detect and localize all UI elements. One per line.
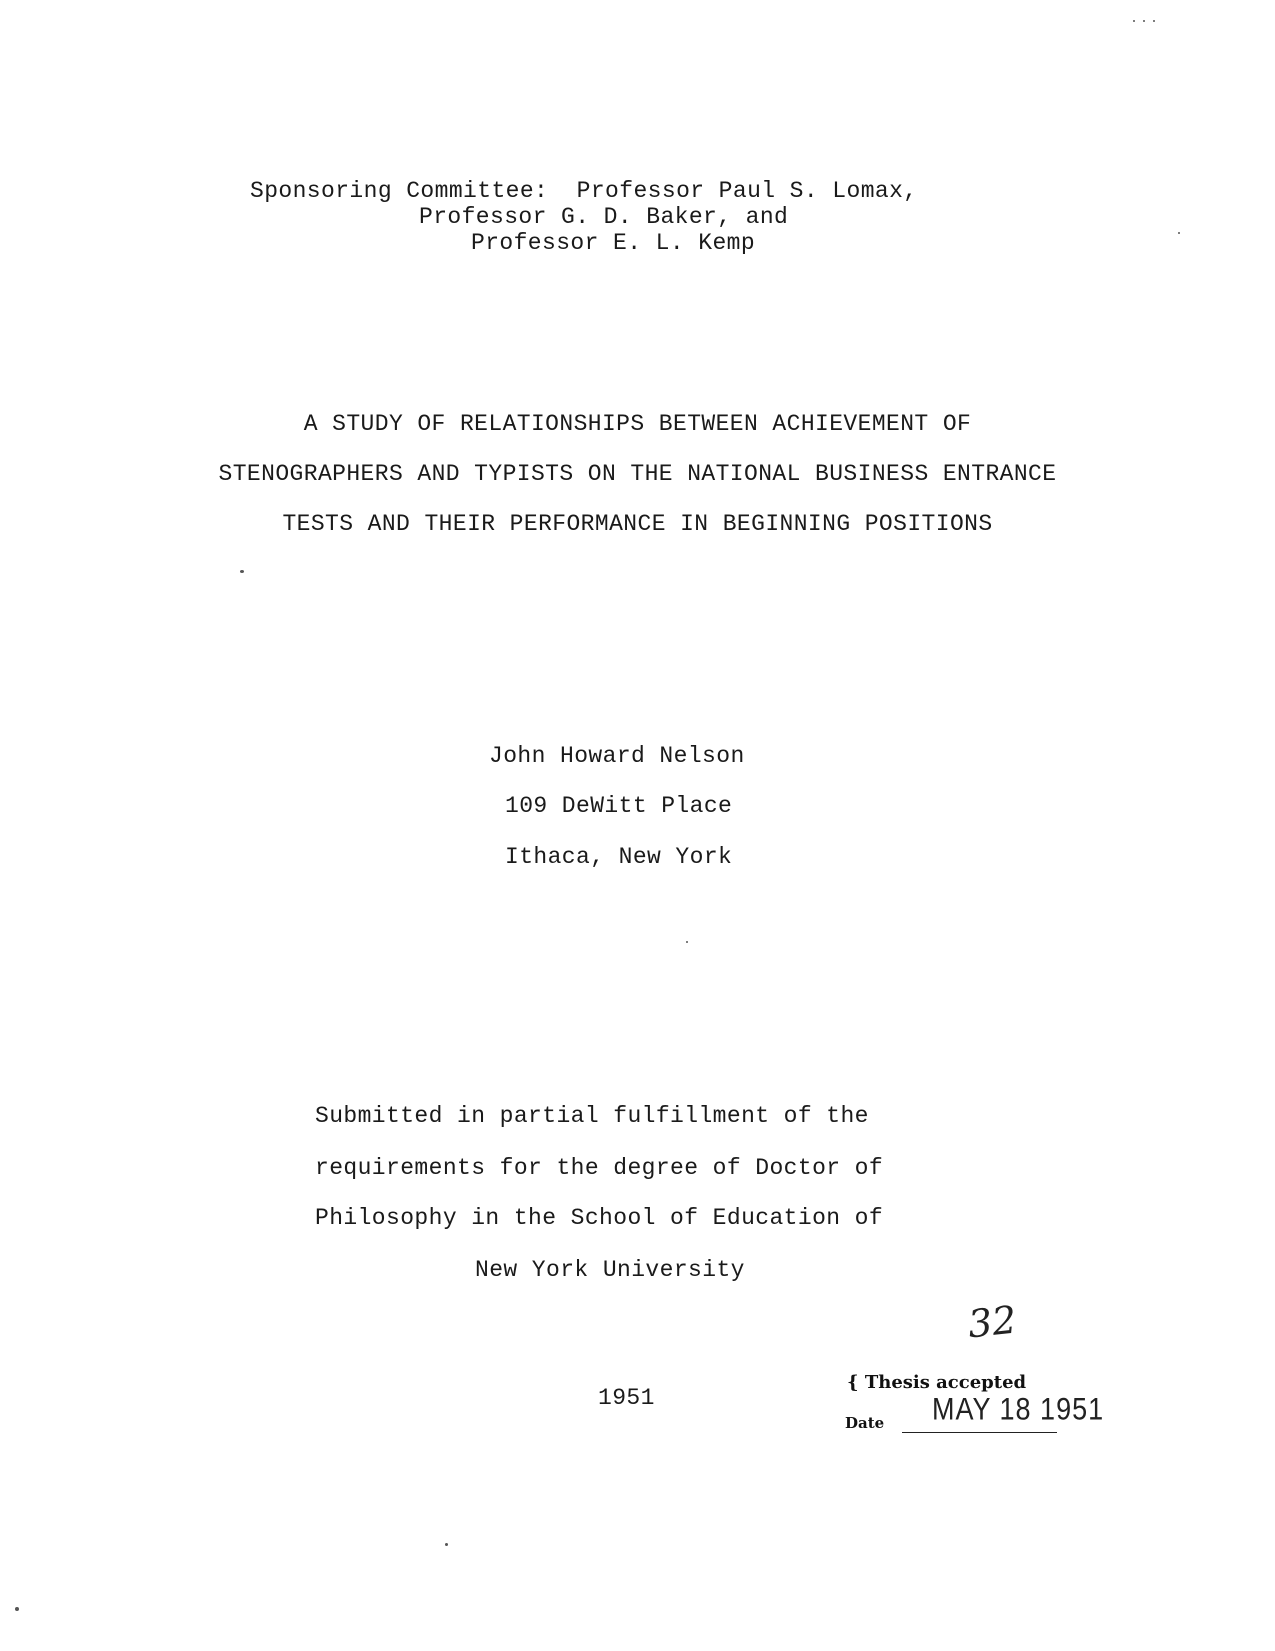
scan-speck: [1143, 20, 1145, 22]
scan-speck: [15, 1607, 19, 1611]
title-line-1: A STUDY OF RELATIONSHIPS BETWEEN ACHIEVEMENT OF: [303, 411, 972, 437]
submission-line-2: requirements for the degree of Doctor of: [315, 1155, 884, 1181]
stamp-date-underline: [902, 1432, 1057, 1433]
author-address-line-1: 109 DeWitt Place: [505, 793, 733, 819]
committee-line-1: Sponsoring Committee: Professor Paul S. Lomax,: [250, 178, 918, 204]
submission-line-3: Philosophy in the School of Education of: [315, 1205, 884, 1231]
scan-speck: [1178, 232, 1180, 234]
submission-year: 1951: [598, 1385, 655, 1411]
scan-speck: [1133, 20, 1135, 22]
author-name: John Howard Nelson: [489, 743, 745, 769]
stamp-date-label: Date: [845, 1414, 885, 1432]
submission-line-4: New York University: [475, 1257, 745, 1283]
scan-speck: [240, 570, 244, 573]
submission-line-1: Submitted in partial fulfillment of the: [315, 1103, 869, 1129]
thesis-accepted-stamp: [845, 1372, 1105, 1442]
title-line-2: STENOGRAPHERS AND TYPISTS ON THE NATIONAL BUSINESS ENTRANCE: [218, 461, 1057, 487]
stamp-date: MAY 18 1951: [932, 1391, 1105, 1427]
handwritten-page-number: 32: [965, 1297, 1019, 1347]
scan-speck: [1153, 20, 1155, 22]
scan-speck: [445, 1543, 448, 1546]
stamp-label: { Thesis accepted: [847, 1372, 1027, 1393]
committee-line-3: Professor E. L. Kemp: [471, 230, 756, 256]
author-address-line-2: Ithaca, New York: [505, 844, 733, 870]
title-line-3: TESTS AND THEIR PERFORMANCE IN BEGINNING POSITIONS: [282, 511, 993, 537]
committee-line-2: Professor G. D. Baker, and: [419, 204, 789, 230]
scan-speck: [686, 941, 688, 943]
